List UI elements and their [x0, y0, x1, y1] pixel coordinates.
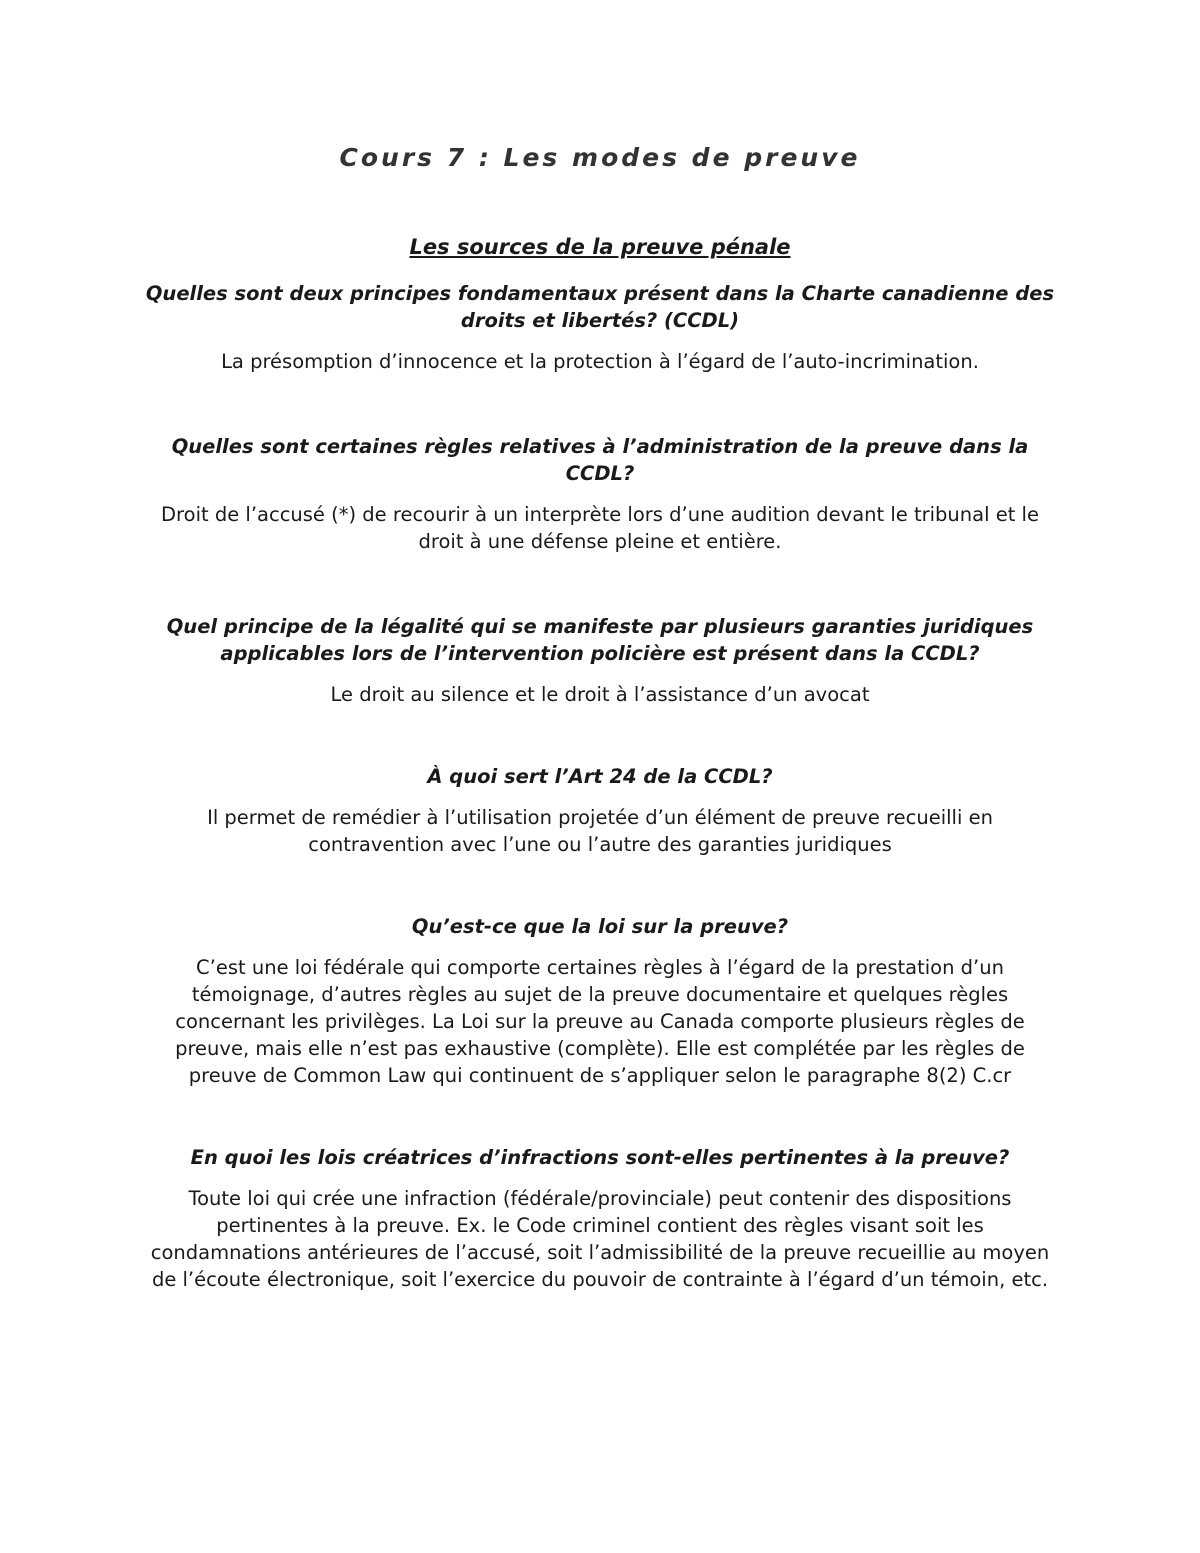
question-6: En quoi les lois créatrices d’infractions sont-elles pertinentes à la preuve?: [190, 1146, 1010, 1169]
answer-2: Droit de l’accusé (*) de recourir à un interprète lors d’une audition devant le tribunal et le droit à une défense pleine et entière.: [161, 503, 1039, 553]
section-heading: Les sources de la preuve pénale: [409, 235, 791, 259]
answer-3: Le droit au silence et le droit à l’assistance d’un avocat: [330, 683, 870, 706]
qa-block-2: [140, 433, 1060, 555]
qa-block-3: [140, 613, 1060, 708]
question-1: Quelles sont deux principes fondamentaux présent dans la Charte canadienne des droits et libertés? (CCDL): [145, 282, 1055, 332]
question-2: Quelles sont certaines règles relatives à l’administration de la preuve dans la CCDL?: [171, 435, 1029, 485]
answer-1: La présomption d’innocence et la protection à l’égard de l’auto-incrimination.: [221, 350, 979, 373]
answer-6: Toute loi qui crée une infraction (fédérale/provinciale) peut contenir des dispositions pertinentes à la preuve. Ex. le Code criminel contient des règles visant soit les condamnations antérieures de l’accusé, soit l’admissibilité de la preuve recueillie au moyen de l’écoute électronique, soit l’exercice du pouvoir de contrainte à l’égard d’un témoin, etc.: [150, 1187, 1050, 1291]
qa-block-4: [140, 763, 1060, 858]
document-title: Cours 7 : Les modes de preuve: [339, 143, 861, 172]
qa-block-5: [140, 913, 1060, 1089]
qa-block-1: [140, 280, 1060, 375]
qa-block-6: [140, 1144, 1060, 1293]
question-3: Quel principe de la légalité qui se manifeste par plusieurs garanties juridiques applicables lors de l’intervention policière est présent dans la CCDL?: [166, 615, 1034, 665]
question-4: À quoi sert l’Art 24 de la CCDL?: [427, 765, 773, 788]
question-5: Qu’est-ce que la loi sur la preuve?: [411, 915, 789, 938]
answer-4: Il permet de remédier à l’utilisation projetée d’un élément de preuve recueilli en contravention avec l’une ou l’autre des garanties juridiques: [207, 806, 993, 856]
answer-5: C’est une loi fédérale qui comporte certaines règles à l’égard de la prestation d’un témoignage, d’autres règles au sujet de la preuve documentaire et quelques règles concernant les privilèges. La Loi sur la preuve au Canada comporte plusieurs règles de preuve, mais elle n’est pas exhaustive (complète). Elle est complétée par les règles de preuve de Common Law qui continuent de s’appliquer selon le paragraphe 8(2) C.cr: [175, 956, 1025, 1087]
